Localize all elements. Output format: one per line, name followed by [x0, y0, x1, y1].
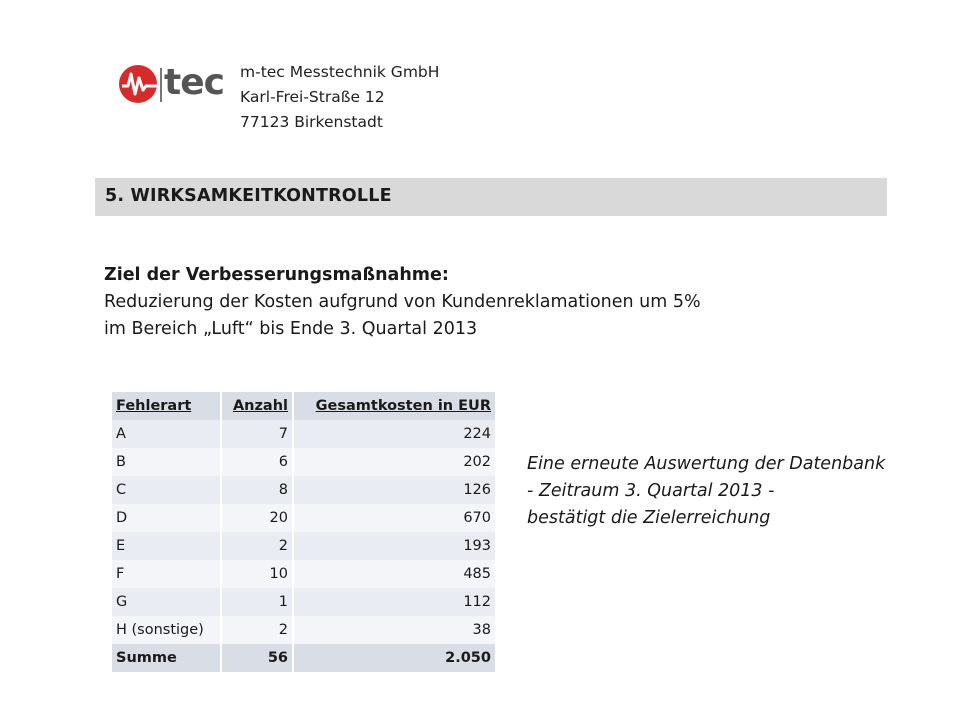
- section-header: [95, 178, 887, 216]
- table-row: [112, 588, 495, 616]
- table-header-row: [112, 392, 495, 420]
- cell-anzahl: 8: [220, 476, 292, 504]
- table-row: [112, 420, 495, 448]
- cell-kosten: 670: [292, 504, 495, 532]
- cell-anzahl: 20: [220, 504, 292, 532]
- cell-anzahl: 2: [220, 616, 292, 644]
- table-total-row: [112, 644, 495, 672]
- note-line-2: - Zeitraum 3. Quartal 2013 -: [527, 481, 775, 501]
- company-name: m-tec Messtechnik GmbH: [240, 63, 440, 81]
- cell-fehlerart: D: [112, 504, 220, 532]
- cell-fehlerart: G: [112, 588, 220, 616]
- cell-fehlerart: C: [112, 476, 220, 504]
- header-anzahl: Anzahl: [220, 392, 292, 420]
- company-address: [240, 60, 439, 135]
- note-line-1: Eine erneute Auswertung der Datenbank: [527, 454, 886, 474]
- cell-kosten: 126: [292, 476, 495, 504]
- cell-kosten: 485: [292, 560, 495, 588]
- cell-fehlerart: B: [112, 448, 220, 476]
- company-city: 77123 Birkenstadt: [240, 113, 383, 131]
- cell-anzahl: 1: [220, 588, 292, 616]
- table-row: [112, 616, 495, 644]
- cell-anzahl: 7: [220, 420, 292, 448]
- note-line-3: bestätigt die Zielerreichung: [527, 508, 771, 528]
- section-title: 5. WIRKSAMKEITKONTROLLE: [105, 186, 392, 206]
- table-row: [112, 476, 495, 504]
- table-row: [112, 560, 495, 588]
- result-note: [527, 451, 885, 532]
- header-fehlerart: Fehlerart: [112, 392, 220, 420]
- cell-anzahl: 10: [220, 560, 292, 588]
- cell-fehlerart: F: [112, 560, 220, 588]
- cell-anzahl: 2: [220, 532, 292, 560]
- table-row: [112, 532, 495, 560]
- cell-kosten: 112: [292, 588, 495, 616]
- table-row: [112, 448, 495, 476]
- defect-table: [112, 392, 495, 672]
- total-label: Summe: [112, 644, 220, 672]
- goal-line-1: Reduzierung der Kosten aufgrund von Kundenreklamationen um 5%: [104, 292, 701, 312]
- goal-line-2: im Bereich „Luft“ bis Ende 3. Quartal 2013: [104, 319, 478, 339]
- header-gesamtkosten: Gesamtkosten in EUR: [292, 392, 495, 420]
- company-street: Karl-Frei-Straße 12: [240, 88, 385, 106]
- table-row: [112, 504, 495, 532]
- cell-kosten: 193: [292, 532, 495, 560]
- goal-block: [104, 262, 701, 343]
- logo-text: tec: [164, 62, 224, 103]
- cell-fehlerart: A: [112, 420, 220, 448]
- total-kosten: 2.050: [292, 644, 495, 672]
- total-anzahl: 56: [220, 644, 292, 672]
- cell-kosten: 224: [292, 420, 495, 448]
- cell-anzahl: 6: [220, 448, 292, 476]
- cell-fehlerart: H (sonstige): [112, 616, 220, 644]
- cell-kosten: 38: [292, 616, 495, 644]
- goal-heading: Ziel der Verbesserungsmaßnahme:: [104, 265, 449, 285]
- cell-kosten: 202: [292, 448, 495, 476]
- cell-fehlerart: E: [112, 532, 220, 560]
